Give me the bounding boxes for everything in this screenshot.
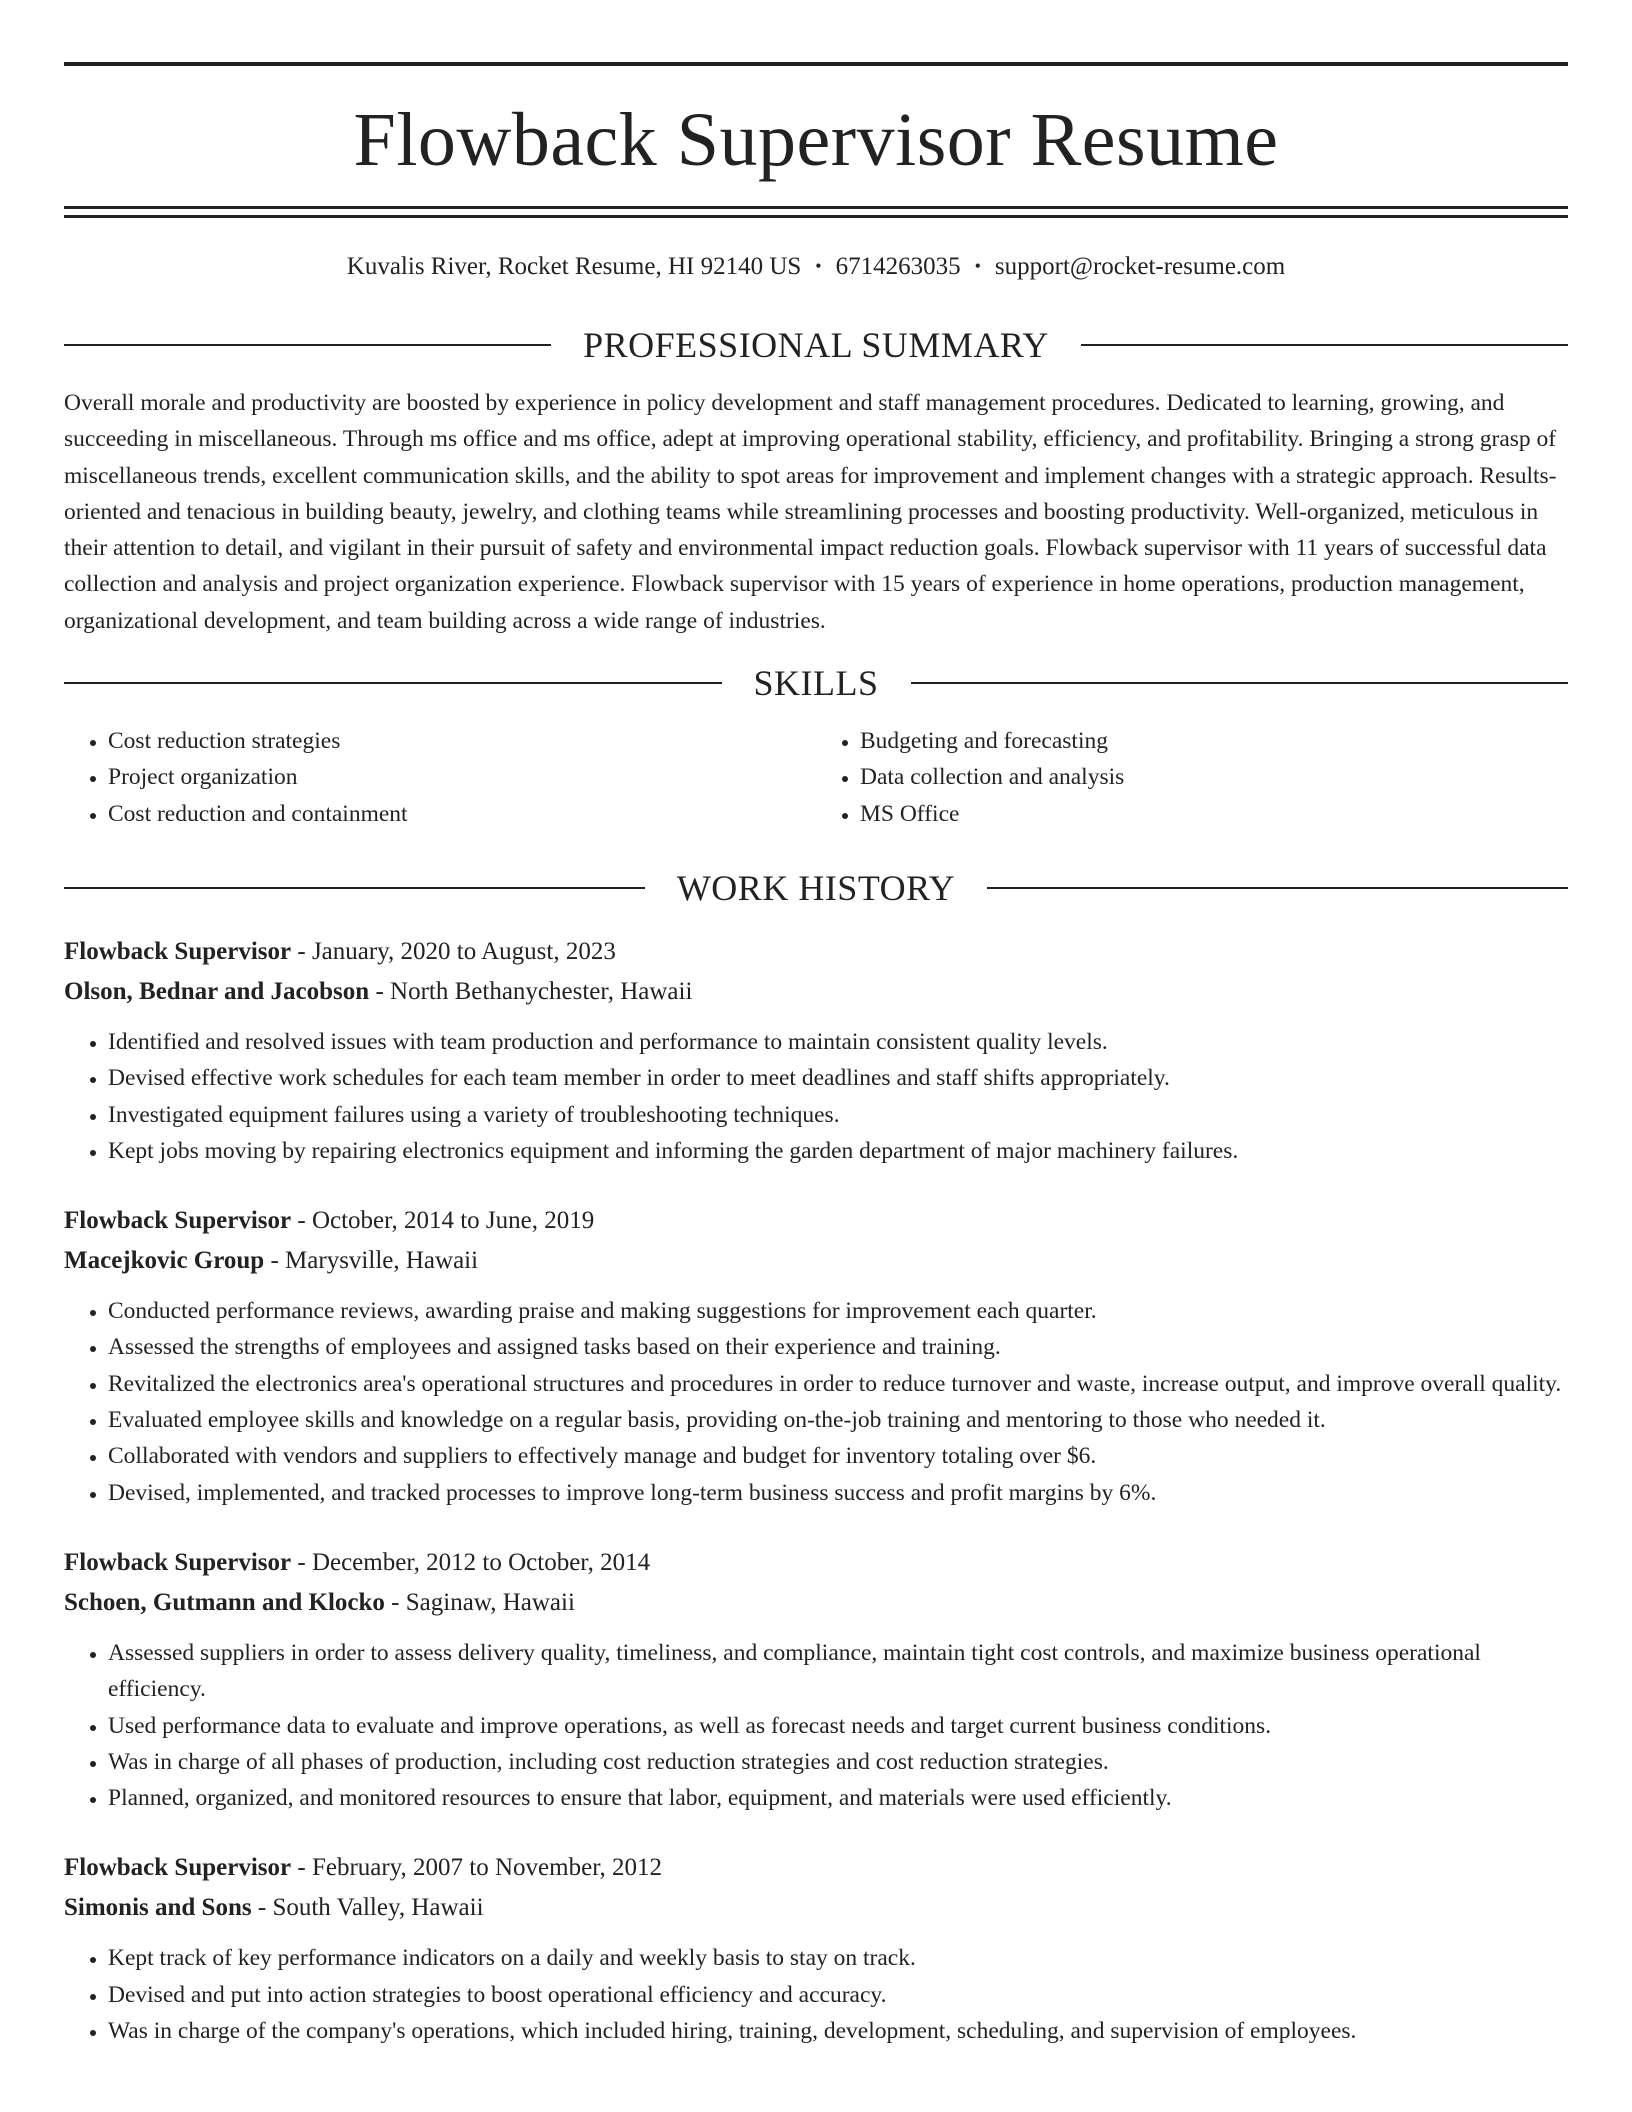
job-bullet: • Investigated equipment failures using a variety of troubleshooting techniques. xyxy=(108,1097,1568,1133)
job-bullet: • Used performance data to evaluate and improve operations, as well as forecast needs and target current business conditions. xyxy=(108,1708,1568,1744)
skill-item: • Cost reduction and containment xyxy=(108,796,816,832)
job-location: Saginaw, Hawaii xyxy=(405,1588,575,1616)
skill-item: • Cost reduction strategies xyxy=(108,723,816,759)
job-dates: January, 2020 to August, 2023 xyxy=(311,937,616,965)
job-bullet: • Revitalized the electronics area's operational structures and procedures in order to reduce turnover and waste, increase output, and improve overall quality. xyxy=(108,1366,1568,1402)
job-bullet: • Was in charge of the company's operations, which included hiring, training, development, scheduling, and supervision of employees. xyxy=(108,2013,1568,2049)
skills-list xyxy=(64,723,1568,832)
section-rule xyxy=(1081,344,1568,346)
job-bullet: • Assessed suppliers in order to assess delivery quality, timeliness, and compliance, maintain tight cost controls, and maximize business operational efficiency. xyxy=(108,1635,1568,1708)
job-company: Simonis and Sons xyxy=(64,1894,252,1922)
section-title-work-history: WORK HISTORY xyxy=(676,867,956,908)
job-entry: Flowback Supervisor - October, 2014 to June, 2019 Macejkovic Group - Marysville, Hawaii • Conducted performance reviews, awarding praise and making suggestions for improvement each quarter. • Assessed the strengths of employees and assigned tasks based on their experience and training. • Revitalized the electronics area's operational structures and procedures in order to reduce turnover and waste, increase output, and improve overall quality. • Evaluated employee skills and knowledge on a regular basis, providing on-the-job training and mentoring to those who needed it. • Collaborated with vendors and suppliers to effectively manage and budget for inventory totaling over $6. • Devised, implemented, and tracked processes to improve long-term business success and profit margins by 6%. xyxy=(64,1201,1568,1511)
job-bullet: • Devised and put into action strategies to boost operational efficiency and accuracy. xyxy=(108,1977,1568,2013)
title-double-rule xyxy=(64,206,1568,218)
skill-item: • Data collection and analysis xyxy=(860,759,1568,795)
skills-column-right xyxy=(816,723,1568,832)
job-location: Marysville, Hawaii xyxy=(285,1247,479,1275)
job-title: Flowback Supervisor xyxy=(64,1207,292,1235)
job-company: Olson, Bednar and Jacobson xyxy=(64,977,370,1005)
section-header-summary xyxy=(64,327,1568,363)
section-rule xyxy=(64,682,722,684)
section-rule xyxy=(911,682,1569,684)
job-bullet: • Identified and resolved issues with team production and performance to maintain consistent quality levels. xyxy=(108,1024,1568,1060)
professional-summary-text: Overall morale and productivity are boosted by experience in policy development and staff management procedures. Dedicated to learning, growing, and succeeding in miscellaneous. Through ms office and ms office, adept at improving operational stability, efficiency, and profitability. Bringing a strong grasp of miscellaneous trends, excellent communication skills, and the ability to spot areas for improvement and implement changes with a strategic approach. Results-oriented and tenacious in building beauty, jewelry, and clothing teams while streamlining processes and boosting productivity. Well-organized, meticulous in their attention to detail, and vigilant in their pursuit of safety and environmental impact reduction goals. Flowback supervisor with 11 years of successful data collection and analysis and project organization experience. Flowback supervisor with 15 years of experience in home operations, production management, organizational development, and team building across a wide range of industries. xyxy=(64,390,1557,634)
skill-item: • Project organization xyxy=(108,759,816,795)
job-dates: February, 2007 to November, 2012 xyxy=(311,1854,663,1882)
job-bullet: • Collaborated with vendors and suppliers to effectively manage and budget for inventory totaling over $6. xyxy=(108,1438,1568,1474)
section-rule xyxy=(64,344,551,346)
job-entry: Flowback Supervisor - February, 2007 to November, 2012 Simonis and Sons - South Valley, Hawaii • Kept track of key performance indicators on a daily and weekly basis to stay on track. • Devised and put into action strategies to boost operational efficiency and accuracy. • Was in charge of the company's operations, which included hiring, training, development, scheduling, and supervision of employees. xyxy=(64,1848,1568,2049)
job-bullet: • Devised, implemented, and tracked processes to improve long-term business success and profit margins by 6%. xyxy=(108,1475,1568,1511)
job-bullet: • Kept track of key performance indicators on a daily and weekly basis to stay on track. xyxy=(108,1940,1568,1976)
job-bullet: • Planned, organized, and monitored resources to ensure that labor, equipment, and materials were used efficiently. xyxy=(108,1780,1568,1816)
job-entry: Flowback Supervisor - December, 2012 to October, 2014 Schoen, Gutmann and Klocko - Saginaw, Hawaii • Assessed suppliers in order to assess delivery quality, timeliness, and compliance, maintain tight cost controls, and maximize business operational efficiency. • Used performance data to evaluate and improve operations, as well as forecast needs and target current business conditions. • Was in charge of all phases of production, including cost reduction strategies and cost reduction strategies. • Planned, organized, and monitored resources to ensure that labor, equipment, and materials were used efficiently. xyxy=(64,1543,1568,1816)
top-rule xyxy=(64,62,1568,66)
job-entry: Flowback Supervisor - January, 2020 to August, 2023 Olson, Bednar and Jacobson - North Bethanychester, Hawaii • Identified and resolved issues with team production and performance to maintain consistent quality levels. • Devised effective work schedules for each team member in order to meet deadlines and staff shifts appropriately. • Investigated equipment failures using a variety of troubleshooting techniques. • Kept jobs moving by repairing electronics equipment and informing the garden department of major machinery failures. xyxy=(64,932,1568,1169)
job-location: North Bethanychester, Hawaii xyxy=(390,977,693,1005)
contact-phone: 6714263035 xyxy=(835,253,961,280)
job-company: Schoen, Gutmann and Klocko xyxy=(64,1588,385,1616)
job-bullets xyxy=(64,1635,1568,1816)
section-header-skills xyxy=(64,663,1568,704)
job-bullet: • Kept jobs moving by repairing electronics equipment and informing the garden department of major machinery failures. xyxy=(108,1133,1568,1169)
job-bullet: • Evaluated employee skills and knowledge on a regular basis, providing on-the-job training and mentoring to those who needed it. xyxy=(108,1402,1568,1438)
section-rule xyxy=(64,887,645,889)
contact-separator: • xyxy=(974,256,981,276)
job-bullets xyxy=(64,1024,1568,1169)
job-title: Flowback Supervisor xyxy=(64,1854,292,1882)
contact-email: support@rocket-resume.com xyxy=(994,253,1286,280)
job-company: Macejkovic Group xyxy=(64,1247,265,1275)
job-bullet: • Conducted performance reviews, awarding praise and making suggestions for improvement each quarter. xyxy=(108,1293,1568,1329)
contact-line xyxy=(64,254,1568,279)
job-dates: October, 2014 to June, 2019 xyxy=(311,1207,595,1235)
contact-separator: • xyxy=(815,256,822,276)
skills-column-left xyxy=(64,723,816,832)
section-rule xyxy=(987,887,1568,889)
job-title: Flowback Supervisor xyxy=(64,937,292,965)
job-dates: December, 2012 to October, 2014 xyxy=(311,1548,651,1576)
job-bullet: • Assessed the strengths of employees and assigned tasks based on their experience and training. xyxy=(108,1329,1568,1365)
job-bullets xyxy=(64,1940,1568,2049)
job-location: South Valley, Hawaii xyxy=(272,1894,484,1922)
section-header-work-history xyxy=(64,867,1568,908)
skill-item: • Budgeting and forecasting xyxy=(860,723,1568,759)
job-title: Flowback Supervisor xyxy=(64,1548,292,1576)
skill-item: • MS Office xyxy=(860,796,1568,832)
section-title-skills: SKILLS xyxy=(753,663,879,704)
job-bullet: • Devised effective work schedules for each team member in order to meet deadlines and staff shifts appropriately. xyxy=(108,1060,1568,1096)
section-title-summary: PROFESSIONAL SUMMARY xyxy=(583,325,1049,365)
job-bullets xyxy=(64,1293,1568,1511)
job-bullet: • Was in charge of all phases of production, including cost reduction strategies and cost reduction strategies. xyxy=(108,1744,1568,1780)
contact-address: Kuvalis River, Rocket Resume, HI 92140 US xyxy=(346,253,802,280)
resume-title: Flowback Supervisor Resume xyxy=(353,98,1279,182)
